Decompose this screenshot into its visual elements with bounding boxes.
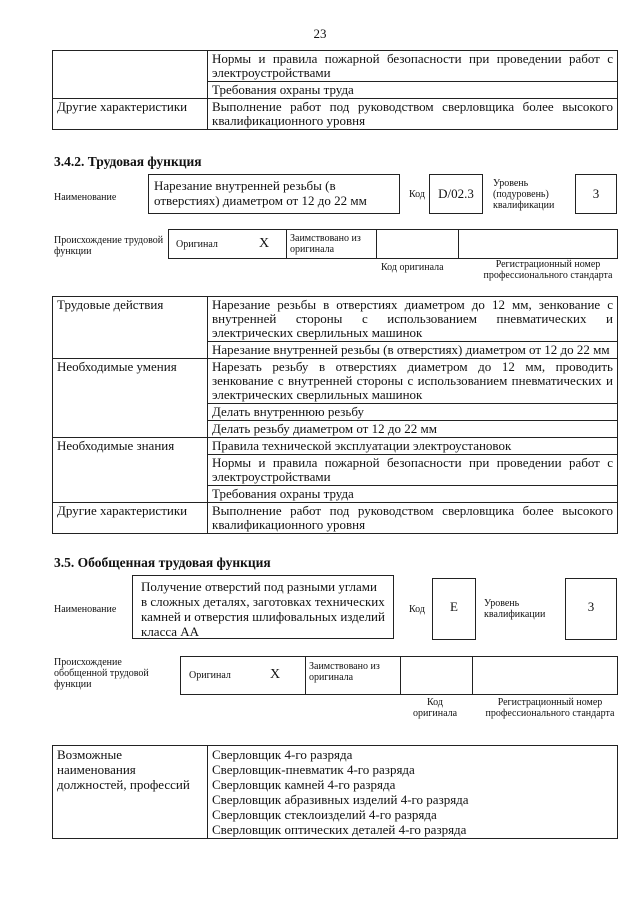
code-label: Код — [409, 604, 425, 615]
table-row — [53, 51, 618, 82]
row-label: Другие характеристики — [53, 503, 208, 534]
code-box — [432, 578, 476, 640]
cell-value: Делать резьбу диаметром от 12 до 22 мм — [208, 421, 618, 438]
row-label: Другие характеристики — [53, 99, 208, 130]
list-item: Сверловщик стеклоизделий 4-го разряда — [212, 807, 437, 822]
list-item: Сверловщик-пневматик 4-го разряда — [212, 762, 415, 777]
cell-value: Выполнение работ под руководством сверловщика более высокого квалификационного уровня — [208, 503, 618, 534]
table-row — [53, 359, 618, 404]
original-mark: X — [270, 667, 281, 682]
level-value: 3 — [587, 599, 595, 614]
positions-list — [208, 746, 618, 839]
row-label: Возможные наименования должностей, профессий — [53, 746, 208, 839]
origin-box — [180, 656, 618, 695]
cell-value: Нормы и правила пожарной безопасности при проведении работ с электроустройствами — [208, 455, 618, 486]
level-box — [575, 174, 617, 214]
table-row — [53, 438, 618, 455]
cell-value: Нарезать резьбу в отверстиях диаметром до 12 мм, проводить зенкование с внутренней стороны с использованием пневматических и электрических сверлильных машинок — [208, 359, 618, 404]
cell-value: Делать внутреннюю резьбу — [208, 404, 618, 421]
code-original-label: Код оригинала — [412, 697, 458, 719]
origin-box — [168, 229, 618, 259]
cell-value: Требования охраны труда — [208, 486, 618, 503]
list-item: Сверловщик абразивных изделий 4-го разряда — [212, 792, 469, 807]
reg-number-label: Регистрационный номер профессионального стандарта — [483, 259, 613, 281]
row-label: Необходимые знания — [53, 438, 208, 503]
cell-value: Нарезание резьбы в отверстиях диаметром до 12 мм, зенкование с внутренней стороны с использованием пневматических и электрических сверлильных машинок — [208, 297, 618, 342]
cell-value: Правила технической эксплуатации электроустановок — [208, 438, 618, 455]
name-box — [132, 575, 394, 639]
table-row — [53, 99, 618, 130]
cell-value: Требования охраны труда — [208, 82, 618, 99]
table-row — [53, 503, 618, 534]
level-label: Уровень (подуровень) квалификации — [493, 178, 555, 211]
list-item: Сверловщик камней 4-го разряда — [212, 777, 396, 792]
code-value: D/02.3 — [438, 186, 474, 201]
level-label: Уровень квалификации — [484, 598, 546, 620]
list-item: Сверловщик оптических деталей 4-го разряда — [212, 822, 467, 837]
cell-value: Нормы и правила пожарной безопасности при проведении работ с электроустройствами — [208, 51, 618, 82]
section-heading-342: 3.4.2. Трудовая функция — [54, 154, 202, 169]
row-label — [53, 51, 208, 99]
borrowed-label: Заимствовано из оригинала — [309, 661, 380, 683]
name-label: Наименование — [54, 604, 117, 615]
level-box — [565, 578, 617, 640]
cell-value: Нарезание внутренней резьбы (в отверстиях) диаметром от 12 до 22 мм — [208, 342, 618, 359]
name-value: Получение отверстий под разными углами в сложных деталях, заготовках технических камней и отверстия шлифовальных изделий класса АА — [141, 579, 385, 639]
code-label: Код — [409, 189, 425, 200]
code-value: E — [450, 599, 458, 614]
original-label: Оригинал — [189, 670, 231, 681]
code-original-label: Код оригинала — [381, 262, 444, 273]
table-row — [53, 746, 618, 839]
list-item: Сверловщик 4-го разряда — [212, 747, 353, 762]
origin-label: Происхождение трудовой функции — [54, 235, 164, 257]
original-label: Оригинал — [176, 239, 218, 250]
level-value: 3 — [592, 186, 600, 201]
reg-number-label: Регистрационный номер профессионального стандарта — [485, 697, 615, 719]
name-value: Нарезание внутренней резьбы (в отверстиях) диаметром от 12 до 22 мм — [154, 178, 367, 208]
row-label: Трудовые действия — [53, 297, 208, 359]
origin-label: Происхождение обобщенной трудовой функции — [54, 657, 149, 690]
borrowed-label: Заимствовано из оригинала — [290, 233, 361, 255]
name-box — [148, 174, 400, 214]
section-heading-35: 3.5. Обобщенная трудовая функция — [54, 555, 271, 570]
cell-value: Выполнение работ под руководством сверловщика более высокого квалификационного уровня — [208, 99, 618, 130]
top-table — [52, 50, 618, 130]
row-label: Необходимые умения — [53, 359, 208, 438]
page-number: 23 — [313, 26, 327, 41]
original-mark: X — [259, 236, 270, 251]
code-box — [429, 174, 483, 214]
name-label: Наименование — [54, 192, 117, 203]
table-row — [53, 297, 618, 342]
positions-table — [52, 745, 618, 839]
main-table — [52, 296, 618, 534]
